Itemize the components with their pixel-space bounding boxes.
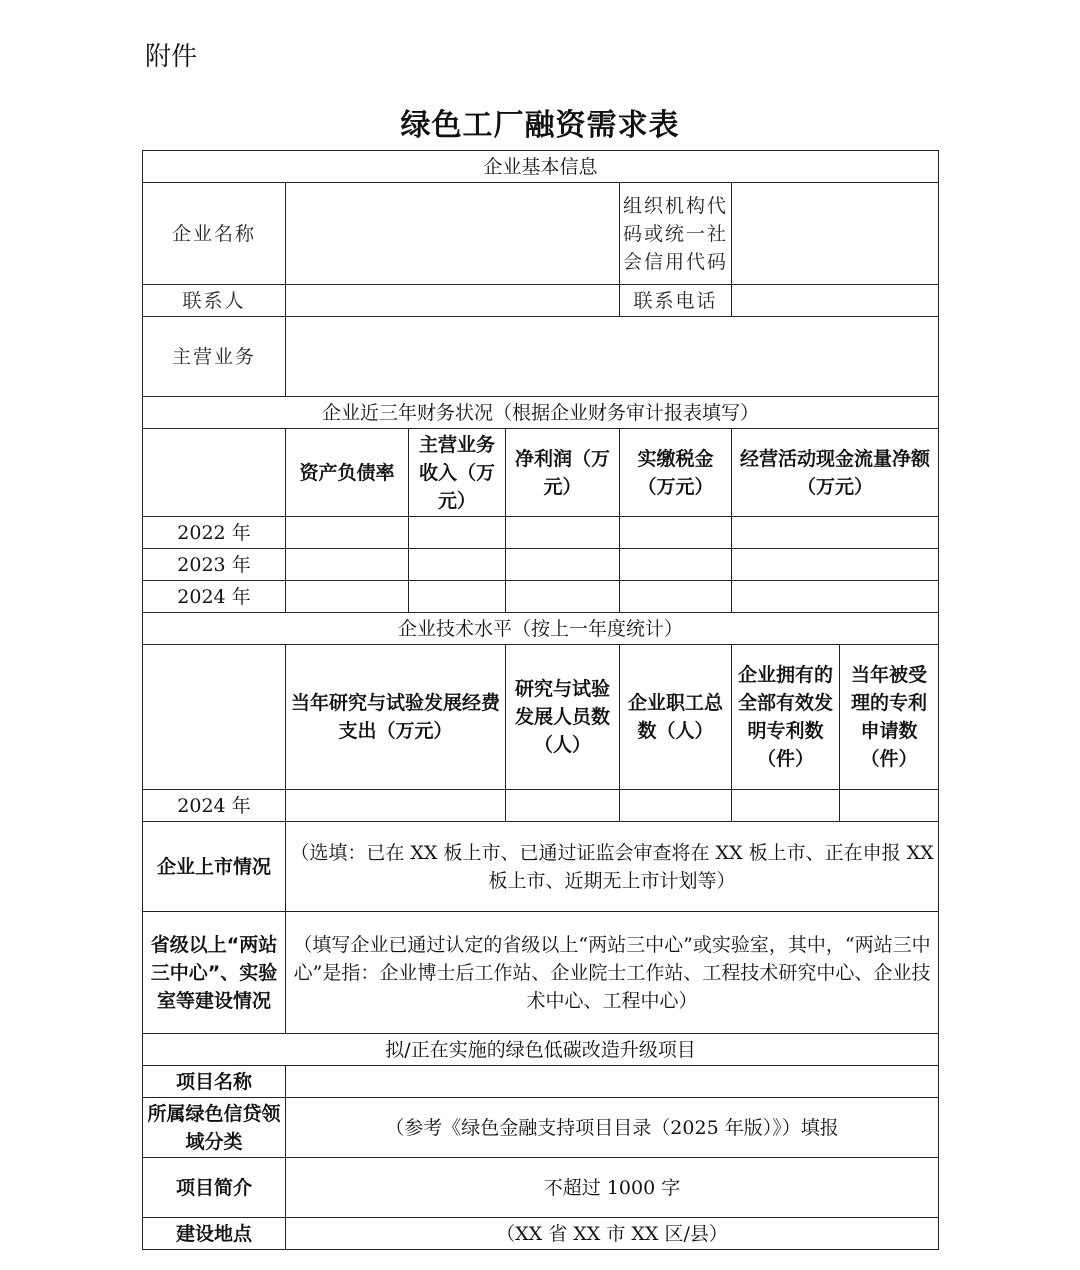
basic-info-header: 企业基本信息 — [143, 151, 939, 183]
finance-year-label: 2022 年 — [143, 517, 286, 549]
main-business-field[interactable] — [286, 317, 939, 397]
org-code-label: 组织机构代码或统一社会信用代码 — [620, 183, 732, 285]
phone-field[interactable] — [732, 285, 939, 317]
contact-label: 联系人 — [143, 285, 286, 317]
stations-note[interactable]: （填写企业已通过认定的省级以上“两站三中心”或实验室，其中，“两站三中心”是指：企业博士后工作站、企业院士工作站、工程技术研究中心、企业技术中心、工程中心） — [286, 912, 939, 1034]
contact-field[interactable] — [286, 285, 620, 317]
project-location-note[interactable]: （XX 省 XX 市 XX 区/县） — [286, 1218, 939, 1250]
page-title: 绿色工厂融资需求表 — [400, 108, 680, 143]
finance-cell[interactable] — [286, 549, 409, 581]
org-code-field[interactable] — [732, 183, 939, 285]
finance-cell[interactable] — [620, 581, 732, 613]
finance-cell[interactable] — [732, 549, 939, 581]
company-name-label: 企业名称 — [143, 183, 286, 285]
finance-cell[interactable] — [620, 549, 732, 581]
project-name-label: 项目名称 — [143, 1066, 286, 1098]
project-header: 拟/正在实施的绿色低碳改造升级项目 — [143, 1034, 939, 1066]
finance-header: 企业近三年财务状况（根据企业财务审计报表填写） — [143, 397, 939, 429]
main-business-label: 主营业务 — [143, 317, 286, 397]
finance-cell[interactable] — [620, 517, 732, 549]
finance-year-label: 2023 年 — [143, 549, 286, 581]
project-location-label: 建设地点 — [143, 1218, 286, 1250]
tech-col-header: 当年被受理的专利申请数（件） — [840, 645, 939, 790]
tech-cell[interactable] — [732, 790, 840, 822]
project-intro-label: 项目简介 — [143, 1158, 286, 1218]
finance-col-header: 实缴税金（万元） — [620, 429, 732, 517]
finance-corner-cell — [143, 429, 286, 517]
project-category-label: 所属绿色信贷领域分类 — [143, 1098, 286, 1158]
finance-cell[interactable] — [409, 581, 506, 613]
finance-col-header: 主营业务收入（万元） — [409, 429, 506, 517]
finance-col-header: 经营活动现金流量净额（万元） — [732, 429, 939, 517]
tech-cell[interactable] — [840, 790, 939, 822]
listing-label: 企业上市情况 — [143, 822, 286, 912]
tech-col-header: 研究与试验发展人员数（人） — [506, 645, 620, 790]
finance-year-label: 2024 年 — [143, 581, 286, 613]
stations-label: 省级以上“两站三中心”、实验室等建设情况 — [143, 912, 286, 1034]
finance-cell[interactable] — [732, 517, 939, 549]
phone-label: 联系电话 — [620, 285, 732, 317]
listing-note[interactable]: （选填：已在 XX 板上市、已通过证监会审查将在 XX 板上市、正在申报 XX 板上市、近期无上市计划等） — [286, 822, 939, 912]
tech-col-header: 当年研究与试验发展经费支出（万元） — [286, 645, 506, 790]
company-name-field[interactable] — [286, 183, 620, 285]
finance-cell[interactable] — [409, 549, 506, 581]
project-category-note[interactable]: （参考《绿色金融支持项目目录（2025 年版）》）填报 — [286, 1098, 939, 1158]
finance-col-header: 资产负债率 — [286, 429, 409, 517]
tech-col-header: 企业拥有的全部有效发明专利数（件） — [732, 645, 840, 790]
tech-cell[interactable] — [286, 790, 506, 822]
tech-cell[interactable] — [620, 790, 732, 822]
project-name-field[interactable] — [286, 1066, 939, 1098]
tech-corner-cell — [143, 645, 286, 790]
tech-header: 企业技术水平（按上一年度统计） — [143, 613, 939, 645]
tech-cell[interactable] — [506, 790, 620, 822]
finance-cell[interactable] — [286, 581, 409, 613]
finance-cell[interactable] — [506, 581, 620, 613]
attachment-label: 附件 — [145, 42, 198, 72]
tech-year-label: 2024 年 — [143, 790, 286, 822]
finance-cell[interactable] — [506, 517, 620, 549]
tech-col-header: 企业职工总数（人） — [620, 645, 732, 790]
financing-demand-form — [142, 150, 939, 1250]
project-intro-note[interactable]: 不超过 1000 字 — [286, 1158, 939, 1218]
finance-cell[interactable] — [286, 517, 409, 549]
finance-cell[interactable] — [732, 581, 939, 613]
finance-col-header: 净利润（万元） — [506, 429, 620, 517]
finance-cell[interactable] — [409, 517, 506, 549]
finance-cell[interactable] — [506, 549, 620, 581]
